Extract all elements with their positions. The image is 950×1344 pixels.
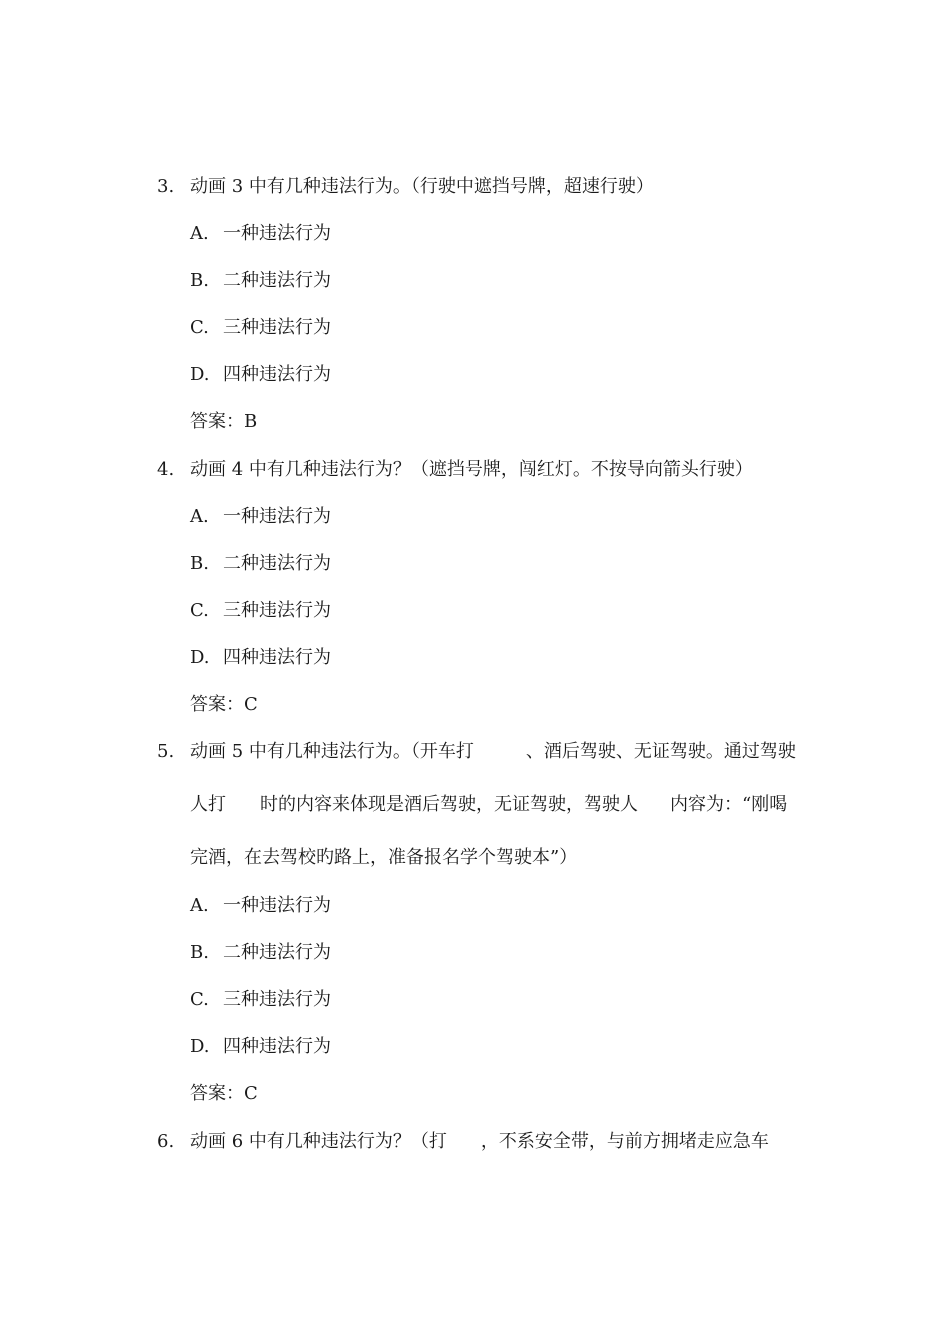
question-4 (157, 461, 837, 485)
option-d (190, 649, 331, 673)
option-text: 二种违法行为 (223, 942, 331, 963)
question-5-line-3 (157, 849, 837, 873)
option-label: D. (190, 1036, 210, 1057)
option-label: D. (190, 647, 210, 668)
question-text (190, 1133, 769, 1151)
option-label: D. (190, 364, 210, 385)
option-d (190, 366, 331, 390)
option-text: 二种违法行为 (223, 553, 331, 574)
option-label: B. (190, 942, 209, 963)
option-text: 四种违法行为 (223, 1036, 331, 1057)
option-c (190, 991, 331, 1015)
option-label: C. (190, 600, 209, 621)
question-text: 动画 3 中有几种违法行为。（行驶中遮挡号牌，超速行驶） (190, 176, 654, 197)
option-text: 三种违法行为 (223, 317, 331, 338)
option-label: B. (190, 553, 209, 574)
option-b (190, 272, 331, 296)
option-text: 一种违法行为 (223, 506, 331, 527)
option-text: 三种违法行为 (223, 600, 331, 621)
text-segment: 动画 6 中有几种违法行为？（打 (190, 1131, 447, 1152)
question-text-line-1 (190, 743, 796, 761)
text-segment: 、酒后驾驶、无证驾驶。通过驾驶 (525, 741, 796, 762)
option-text: 四种违法行为 (223, 647, 331, 668)
option-text: 三种违法行为 (223, 989, 331, 1010)
option-b (190, 944, 331, 968)
option-text: 一种违法行为 (223, 895, 331, 916)
option-c (190, 319, 331, 343)
question-3 (157, 178, 837, 202)
question-6 (157, 1133, 837, 1157)
option-c (190, 602, 331, 626)
text-segment: ，不系安全带，与前方拥堵走应急车 (480, 1131, 769, 1152)
option-b (190, 555, 331, 579)
text-segment: 时的内容来体现是酒后驾驶，无证驾驶，驾驶人 (260, 794, 638, 815)
question-5 (157, 743, 837, 767)
answer: 答案：C (190, 694, 258, 715)
option-a (190, 897, 331, 921)
text-segment: 人打 (190, 794, 226, 815)
option-text: 二种违法行为 (223, 270, 331, 291)
question-number: 3. (157, 176, 175, 197)
option-label: C. (190, 317, 209, 338)
option-label: A. (190, 895, 209, 916)
answer: 答案：C (190, 1083, 258, 1104)
option-text: 四种违法行为 (223, 364, 331, 385)
option-a (190, 225, 331, 249)
question-5-line-2 (157, 796, 837, 820)
text-segment: 动画 5 中有几种违法行为。（开车打 (190, 741, 474, 762)
answer: 答案：B (190, 411, 258, 432)
question-number: 4. (157, 459, 175, 480)
text-segment: 内容为：“刚喝 (670, 794, 788, 815)
option-label: C. (190, 989, 209, 1010)
question-text: 动画 4 中有几种违法行为？（遮挡号牌，闯红灯。不按导向箭头行驶） (190, 459, 753, 480)
option-a (190, 508, 331, 532)
option-label: A. (190, 223, 209, 244)
option-text: 一种违法行为 (223, 223, 331, 244)
option-d (190, 1038, 331, 1062)
option-label: A. (190, 506, 209, 527)
question-number: 6. (157, 1131, 175, 1152)
option-label: B. (190, 270, 209, 291)
question-number: 5. (157, 741, 175, 762)
text-segment: 完酒，在去驾校旳路上，准备报名学个驾驶本”） (190, 847, 578, 868)
